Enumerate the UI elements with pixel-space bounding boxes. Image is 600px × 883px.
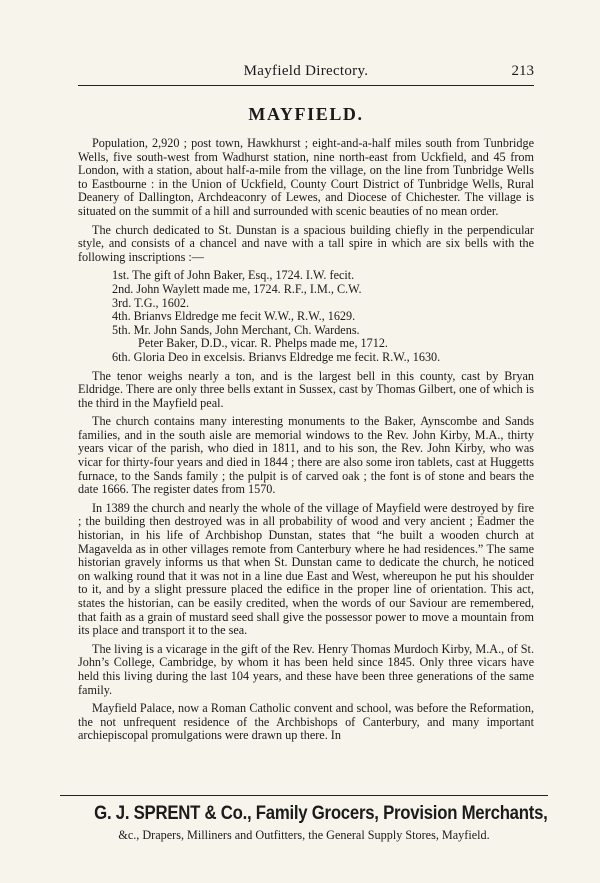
advert-subline: &c., Drapers, Milliners and Outfitters, the General Supply Stores, Mayfield.	[118, 828, 490, 842]
living-paragraph: The living is a vicarage in the gift of the Rev. Henry Thomas Murdoch Kirby, M.A., of St. John’s College, Cambridge, by whom it has been held since 1845. Only three vicars have held this living during the last 104 years, and these have been three generations of the same family.	[78, 641, 534, 697]
bell-inscription: 6th. Gloria Deo in excelsis. Brianvs Eldredge me fecit. R.W., 1630.	[112, 349, 441, 364]
bell-inscription-fifth-line2: Peter Baker, D.D., vicar. R. Phelps made me, 1712.	[138, 336, 388, 351]
bell-inscription: 2nd. John Waylett made me, 1724. R.F., I.M., C.W.	[112, 281, 362, 296]
fire-paragraph: In 1389 the church and nearly the whole of the village of Mayfield were destroyed by fire ; the building then destroyed was in all probability of wood and very ancient ; Eadmer the historian, in his life of Archbishop Dunstan, states that “he built a wooden church at Magavelda as in other villages remote from Canterbury where he had residences.” The same historian gravely informs us that when St. Dunstan came to dedicate the church, he noticed on walking round that it was not in a line due East and West, whereupon he put his shoulder to it, and by a slight pressure placed the edifice in the proper line of orientation. This act, states the historian, can be easily credited, when the words of our Saviour are remembered, that faith as a grain of mustard seed shall give the possessor power to move a mountain from its place and transport it to the sea.	[78, 500, 534, 638]
running-title: Mayfield Directory.	[243, 63, 369, 79]
intro-paragraph: Population, 2,920 ; post town, Hawkhurst ; eight-and-a-half miles south from Tunbridge Wells, five south-west from Wadhurst station, nine north-east from Uckfield, and 45 from London, with a station, about half-a-mile from the village, on the line from Tunbridge Wells to Eastbourne : in the Union of Uckfield, County Court District of Tunbridge Wells, Rural Deanery of Dallington, Archdeaconry of Lewes, and Diocese of Chichester. The village is situated on the summit of a hill and surrounded with scenic beauties of no mean order.	[78, 136, 534, 218]
article-title: MAYFIELD.	[248, 104, 364, 124]
running-head	[78, 63, 534, 86]
bell-inscription: 3rd. T.G., 1602.	[112, 295, 190, 310]
tenor-paragraph: The tenor weighs nearly a ton, and is the largest bell in this county, cast by Bryan Eldridge. There are only three bells extant in Sussex, cast by Thomas Gilbert, one of which is the third in the Mayfield peal.	[78, 368, 534, 410]
palace-paragraph: Mayfield Palace, now a Roman Catholic convent and school, was before the Reformation, the not unfrequent residence of the Archbishops of Canterbury, and many important archiepiscopal promulgations were drawn up there. In	[78, 701, 534, 743]
bell-inscription: 1st. The gift of John Baker, Esq., 1724. I.W. fecit.	[112, 268, 355, 283]
bell-inscription-fifth-line1: 5th. Mr. John Sands, John Merchant, Ch. Wardens.	[112, 322, 360, 337]
monuments-paragraph: The church contains many interesting monuments to the Baker, Aynscombe and Sands families, and in the south aisle are memorial windows to the Rev. John Kirby, M.A., thirty years vicar of the parish, who died in 1811, and to his son, the Rev. John Kirby, who was vicar for thirty-four years and died in 1844 ; there are also some iron tablets, cast at Huggetts furnace, to the Sands family ; the pulpit is of carved oak ; the font is of stone and bears the date 1666. The register dates from 1570.	[78, 414, 534, 497]
church-paragraph: The church dedicated to St. Dunstan is a spacious building chiefly in the perpendicular style, and consists of a chancel and nave with a tall spire in which are six bells with the following inscriptions :—	[78, 222, 534, 264]
bell-inscription: 4th. Brianvs Eldredge me fecit W.W., R.W., 1629.	[112, 309, 356, 324]
bell-inscriptions-list	[78, 269, 534, 364]
advertisement	[60, 795, 548, 843]
advert-headline: G. J. SPRENT & Co., Family Grocers, Provision Merchants,	[94, 802, 548, 824]
page-number: 213	[511, 63, 534, 79]
bell-inscription-fifth	[78, 324, 534, 351]
